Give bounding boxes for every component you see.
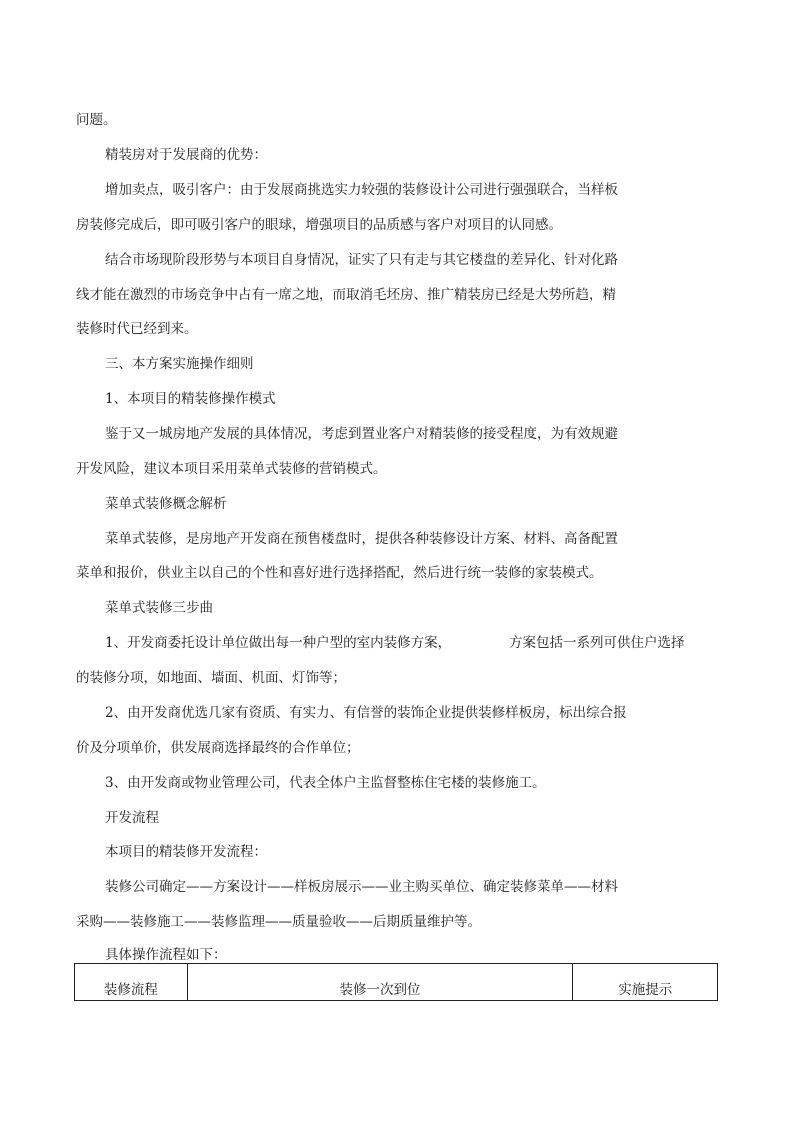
subsection-heading: 菜单式装修概念解析 [105,496,227,512]
paragraph-line: 装修公司确定——方案设计——样板房展示——业主购买单位、确定装修菜单——材料 [105,879,618,895]
paragraph-heading: 精装房对于发展商的优势： [105,147,267,163]
subsection-heading: 1、本项目的精装修操作模式 [105,391,276,407]
subsection-heading: 菜单式装修三步曲 [105,600,213,616]
paragraph-line: 2、由开发商优选几家有资质、有实力、有信誉的装饰企业提供装修样板房，标出综合报 [105,705,627,721]
table-header-cell: 装修流程 [75,964,188,1001]
paragraph-line: 开发风险，建议本项目采用菜单式装修的营销模式。 [76,461,387,477]
paragraph-line: 的装修分项，如地面、墙面、机面、灯饰等； [76,670,346,686]
process-table [74,963,718,1001]
paragraph-line: 3、由开发商或物业管理公司，代表全体户主监督整栋住宅楼的装修施工。 [105,775,546,791]
paragraph-line: 结合市场现阶段形势与本项目自身情况，证实了只有走与其它楼盘的差异化、针对化路 [105,252,618,268]
paragraph-line: 房装修完成后，即可吸引客户的眼球，增强项目的品质感与客户对项目的认同感。 [76,217,562,233]
paragraph-line-continuation: 方案包括一系列可供住户选择 [509,635,685,651]
paragraph-line: 具体操作流程如下： [105,947,227,963]
paragraph-line: 装修时代已经到来。 [76,321,198,337]
paragraph-line: 鉴于又一城房地产发展的具体情况，考虑到置业客户对精装修的接受程度，为有效规避 [105,426,618,442]
paragraph-line: 线才能在激烈的市场竞争中占有一席之地，而取消毛坯房、推广精装房已经是大势所趋，精 [76,287,616,303]
table-header-cell: 实施提示 [573,964,718,1001]
paragraph-line: 增加卖点，吸引客户：由于发展商挑选实力较强的装修设计公司进行强强联合，当样板 [105,182,618,198]
table-header-cell: 装修一次到位 [187,964,573,1001]
subsection-heading: 开发流程 [105,810,159,826]
table-header-row [75,964,718,1001]
paragraph-line: 本项目的精装修开发流程： [105,844,267,860]
paragraph-line: 采购——装修施工——装修监理——质量验收——后期质量维护等。 [76,914,481,930]
paragraph-line: 菜单和报价，供业主以自己的个性和喜好进行选择搭配，然后进行统一装修的家装模式。 [76,565,603,581]
paragraph-line: 菜单式装修，是房地产开发商在预售楼盘时，提供各种装修设计方案、材料、高备配置 [105,531,618,547]
paragraph-line: 问题。 [76,112,117,128]
paragraph-line: 价及分项单价，供发展商选择最终的合作单位； [76,740,360,756]
paragraph-line: 1、开发商委托设计单位做出每一种户型的室内装修方案， [105,635,452,651]
section-heading: 三、本方案实施操作细则 [105,356,254,372]
